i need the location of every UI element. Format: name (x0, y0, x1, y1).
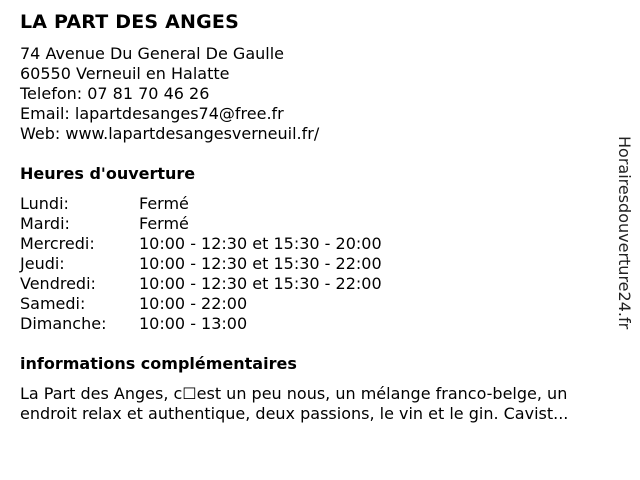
day-label: Jeudi: (20, 254, 65, 273)
day-label: Mardi: (20, 214, 70, 233)
opening-hours-table (20, 194, 382, 334)
site-watermark: Horairesdouverture24.fr (615, 136, 634, 330)
hours-row-sunday (20, 314, 382, 334)
day-hours: 10:00 - 22:00 (139, 294, 248, 313)
additional-info-heading: informations complémentaires (20, 354, 297, 373)
hours-row-friday (20, 274, 382, 294)
day-label: Dimanche: (20, 314, 107, 333)
hours-row-monday (20, 194, 382, 214)
address-city: 60550 Verneuil en Halatte (20, 64, 230, 83)
hours-row-thursday (20, 254, 382, 274)
day-hours: 10:00 - 13:00 (139, 314, 248, 333)
day-hours: 10:00 - 12:30 et 15:30 - 22:00 (139, 274, 382, 293)
phone-line: Telefon: 07 81 70 46 26 (20, 84, 210, 103)
hours-row-saturday (20, 294, 382, 314)
email-line: Email: lapartdesanges74@free.fr (20, 104, 284, 123)
hours-row-wednesday (20, 234, 382, 254)
address-street: 74 Avenue Du General De Gaulle (20, 44, 284, 63)
contact-block (20, 44, 319, 144)
business-description: La Part des Anges, c☐est un peu nous, un mélange franco-belge, un endroit relax et authentique, deux passions, le vin et le gin. Cavist... (20, 384, 569, 423)
opening-hours-heading: Heures d'ouverture (20, 164, 196, 183)
day-hours: Fermé (139, 214, 189, 233)
website-line: Web: www.lapartdesangesverneuil.fr/ (20, 124, 320, 143)
day-hours: Fermé (139, 194, 189, 213)
day-label: Mercredi: (20, 234, 95, 253)
day-label: Lundi: (20, 194, 69, 213)
hours-row-tuesday (20, 214, 382, 234)
day-label: Samedi: (20, 294, 86, 313)
day-label: Vendredi: (20, 274, 96, 293)
business-name: LA PART DES ANGES (20, 11, 239, 33)
day-hours: 10:00 - 12:30 et 15:30 - 20:00 (139, 234, 382, 253)
day-hours: 10:00 - 12:30 et 15:30 - 22:00 (139, 254, 382, 273)
